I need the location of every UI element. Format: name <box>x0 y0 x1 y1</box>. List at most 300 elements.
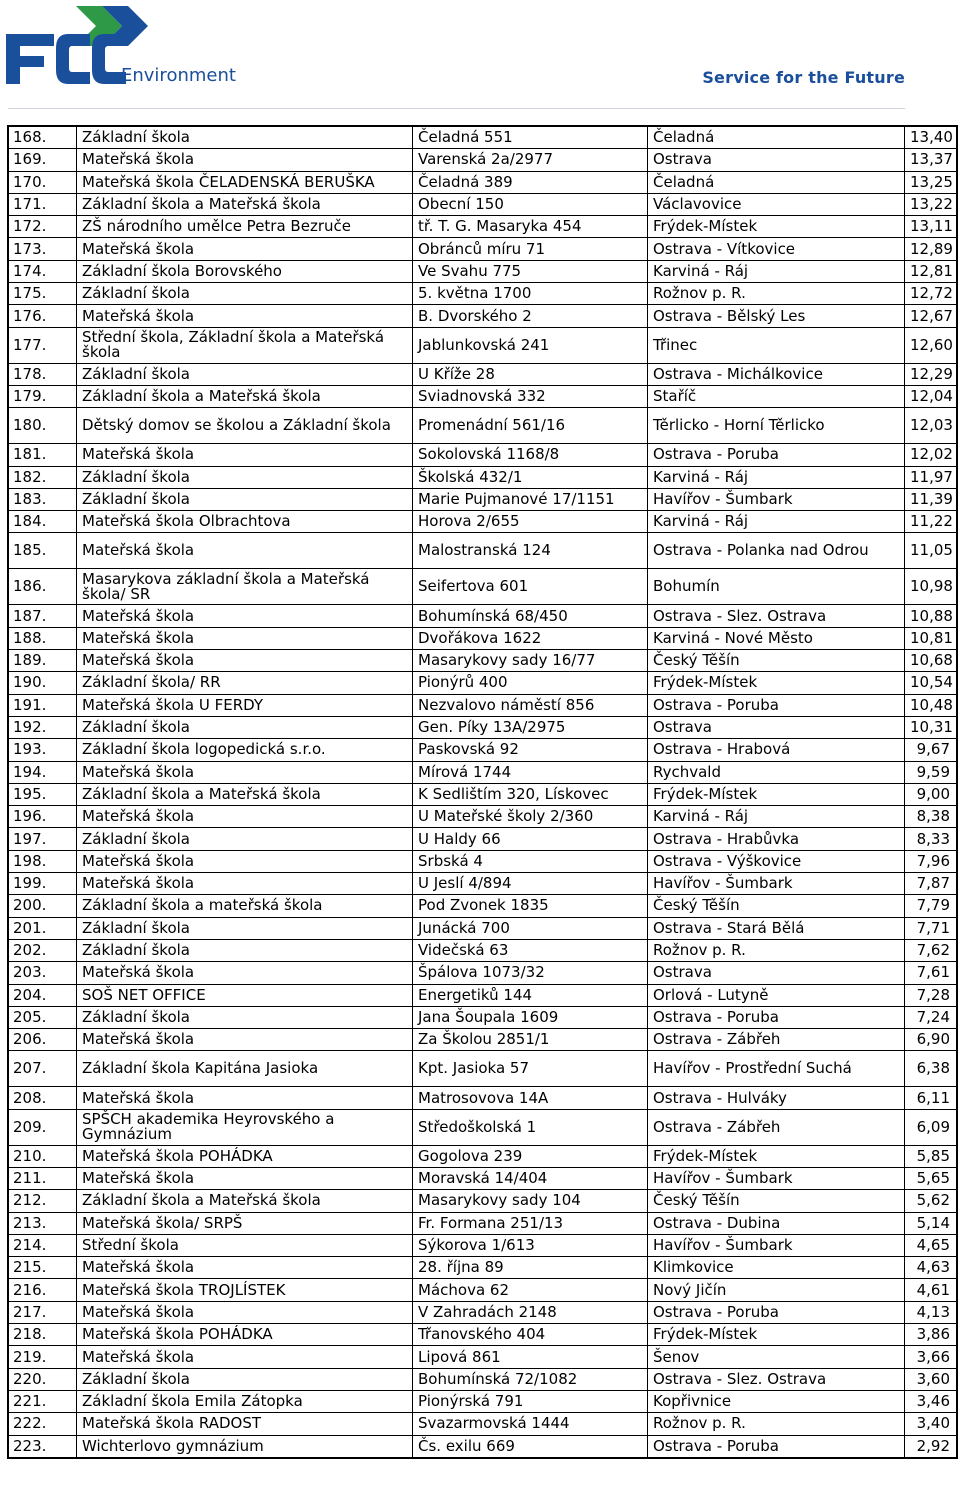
city-cell: Ostrava - Slez. Ostrava <box>648 605 905 627</box>
school-name-cell: Mateřská škola/ SRPŠ <box>77 1212 413 1234</box>
row-number-cell: 208. <box>8 1087 77 1109</box>
city-cell: Ostrava - Poruba <box>648 1006 905 1028</box>
table-row <box>8 171 957 193</box>
row-number-cell: 176. <box>8 305 77 327</box>
table-row <box>8 1212 957 1234</box>
row-number-cell: 186. <box>8 569 77 605</box>
value-cell: 7,62 <box>905 939 958 961</box>
school-name-cell: Mateřská škola <box>77 533 413 569</box>
table-row <box>8 363 957 385</box>
city-cell: Ostrava - Poruba <box>648 1301 905 1323</box>
city-cell: Ostrava - Polanka nad Odrou <box>648 533 905 569</box>
table-row <box>8 569 957 605</box>
address-cell: Masarykovy sady 104 <box>413 1190 648 1212</box>
table-row <box>8 939 957 961</box>
city-cell: Ostrava - Dubina <box>648 1212 905 1234</box>
school-name-cell: Mateřská škola Olbrachtova <box>77 511 413 533</box>
value-cell: 3,46 <box>905 1390 958 1412</box>
row-number-cell: 184. <box>8 511 77 533</box>
city-cell: Havířov - Šumbark <box>648 1234 905 1256</box>
city-cell: Ostrava - Hulváky <box>648 1087 905 1109</box>
school-name-cell: SOŠ NET OFFICE <box>77 984 413 1006</box>
school-name-cell: Základní škola <box>77 283 413 305</box>
table-row <box>8 1435 957 1458</box>
address-cell: Horova 2/655 <box>413 511 648 533</box>
table-row <box>8 511 957 533</box>
address-cell: U Jeslí 4/894 <box>413 873 648 895</box>
row-number-cell: 196. <box>8 806 77 828</box>
city-cell: Ostrava - Zábřeh <box>648 1109 905 1145</box>
row-number-cell: 188. <box>8 627 77 649</box>
value-cell: 7,24 <box>905 1006 958 1028</box>
address-cell: Marie Pujmanové 17/1151 <box>413 488 648 510</box>
school-name-cell: Základní škola <box>77 488 413 510</box>
row-number-cell: 178. <box>8 363 77 385</box>
school-name-cell: Mateřská škola TROJLÍSTEK <box>77 1279 413 1301</box>
value-cell: 13,40 <box>905 126 958 149</box>
address-cell: Gogolova 239 <box>413 1145 648 1167</box>
value-cell: 9,59 <box>905 761 958 783</box>
table-row <box>8 327 957 363</box>
value-cell: 12,04 <box>905 385 958 407</box>
value-cell: 10,54 <box>905 672 958 694</box>
school-name-cell: Základní škola Kapitána Jasioka <box>77 1051 413 1087</box>
city-cell: Rožnov p. R. <box>648 283 905 305</box>
school-name-cell: Mateřská škola ČELADENSKÁ BERUŠKA <box>77 171 413 193</box>
value-cell: 3,40 <box>905 1413 958 1435</box>
address-cell: Třanovského 404 <box>413 1324 648 1346</box>
address-cell: Bohumínská 68/450 <box>413 605 648 627</box>
city-cell: Ostrava - Michálkovice <box>648 363 905 385</box>
value-cell: 13,11 <box>905 216 958 238</box>
city-cell: Ostrava - Zábřeh <box>648 1029 905 1051</box>
city-cell: Ostrava - Vítkovice <box>648 238 905 260</box>
table-row <box>8 1109 957 1145</box>
address-cell: Energetiků 144 <box>413 984 648 1006</box>
table-row <box>8 283 957 305</box>
school-name-cell: Mateřská škola <box>77 650 413 672</box>
table-row <box>8 828 957 850</box>
address-cell: Čeladná 551 <box>413 126 648 149</box>
address-cell: Sokolovská 1168/8 <box>413 444 648 466</box>
school-name-cell: ZŠ národního umělce Petra Bezruče <box>77 216 413 238</box>
table-row <box>8 1368 957 1390</box>
value-cell: 12,81 <box>905 260 958 282</box>
value-cell: 10,48 <box>905 694 958 716</box>
address-cell: tř. T. G. Masaryka 454 <box>413 216 648 238</box>
city-cell: Český Těšín <box>648 895 905 917</box>
address-cell: V Zahradách 2148 <box>413 1301 648 1323</box>
school-name-cell: Mateřská škola <box>77 962 413 984</box>
row-number-cell: 219. <box>8 1346 77 1368</box>
table-row <box>8 408 957 444</box>
school-name-cell: Základní škola <box>77 716 413 738</box>
row-number-cell: 197. <box>8 828 77 850</box>
table-row <box>8 1167 957 1189</box>
value-cell: 11,22 <box>905 511 958 533</box>
city-cell: Český Těšín <box>648 650 905 672</box>
address-cell: Junácká 700 <box>413 917 648 939</box>
value-cell: 4,13 <box>905 1301 958 1323</box>
city-cell: Těrlicko - Horní Těrlicko <box>648 408 905 444</box>
row-number-cell: 212. <box>8 1190 77 1212</box>
city-cell: Ostrava - Poruba <box>648 444 905 466</box>
address-cell: U Kříže 28 <box>413 363 648 385</box>
address-cell: Fr. Formana 251/13 <box>413 1212 648 1234</box>
value-cell: 8,38 <box>905 806 958 828</box>
row-number-cell: 222. <box>8 1413 77 1435</box>
table-row <box>8 385 957 407</box>
table-row <box>8 962 957 984</box>
address-cell: Jablunkovská 241 <box>413 327 648 363</box>
city-cell: Bohumín <box>648 569 905 605</box>
address-cell: Sýkorova 1/613 <box>413 1234 648 1256</box>
table-row <box>8 1051 957 1087</box>
address-cell: Školská 432/1 <box>413 466 648 488</box>
address-cell: 5. května 1700 <box>413 283 648 305</box>
city-cell: Rožnov p. R. <box>648 1413 905 1435</box>
row-number-cell: 180. <box>8 408 77 444</box>
address-cell: Špálova 1073/32 <box>413 962 648 984</box>
school-name-cell: Základní škola <box>77 939 413 961</box>
city-cell: Kopřivnice <box>648 1390 905 1412</box>
row-number-cell: 182. <box>8 466 77 488</box>
row-number-cell: 181. <box>8 444 77 466</box>
address-cell: Lipová 861 <box>413 1346 648 1368</box>
address-cell: Středoškolská 1 <box>413 1109 648 1145</box>
table-row <box>8 1301 957 1323</box>
value-cell: 5,65 <box>905 1167 958 1189</box>
row-number-cell: 220. <box>8 1368 77 1390</box>
address-cell: Varenská 2a/2977 <box>413 149 648 171</box>
city-cell: Ostrava - Poruba <box>648 1435 905 1458</box>
table-row <box>8 650 957 672</box>
value-cell: 5,62 <box>905 1190 958 1212</box>
address-cell: B. Dvorského 2 <box>413 305 648 327</box>
school-name-cell: SPŠCH akademika Heyrovského a Gymnázium <box>77 1109 413 1145</box>
school-name-cell: Základní škola a Mateřská škola <box>77 783 413 805</box>
city-cell: Čeladná <box>648 171 905 193</box>
address-cell: Čs. exilu 669 <box>413 1435 648 1458</box>
value-cell: 7,96 <box>905 850 958 872</box>
school-name-cell: Mateřská škola <box>77 1087 413 1109</box>
school-name-cell: Základní škola logopedická s.r.o. <box>77 739 413 761</box>
address-cell: Videčská 63 <box>413 939 648 961</box>
city-cell: Ostrava - Výškovice <box>648 850 905 872</box>
header-divider <box>8 108 905 109</box>
value-cell: 11,05 <box>905 533 958 569</box>
table-row <box>8 605 957 627</box>
school-name-cell: Základní škola <box>77 466 413 488</box>
table-row <box>8 850 957 872</box>
school-name-cell: Základní škola/ RR <box>77 672 413 694</box>
table-row <box>8 1324 957 1346</box>
row-number-cell: 213. <box>8 1212 77 1234</box>
school-name-cell: Základní škola a Mateřská škola <box>77 193 413 215</box>
address-cell: Ve Svahu 775 <box>413 260 648 282</box>
address-cell: Dvořákova 1622 <box>413 627 648 649</box>
table-row <box>8 694 957 716</box>
school-name-cell: Mateřská škola <box>77 1301 413 1323</box>
city-cell: Havířov - Šumbark <box>648 488 905 510</box>
table-row <box>8 761 957 783</box>
school-name-cell: Mateřská škola <box>77 1346 413 1368</box>
row-number-cell: 221. <box>8 1390 77 1412</box>
table-row <box>8 466 957 488</box>
city-cell: Havířov - Prostřední Suchá <box>648 1051 905 1087</box>
row-number-cell: 171. <box>8 193 77 215</box>
row-number-cell: 187. <box>8 605 77 627</box>
address-cell: Malostranská 124 <box>413 533 648 569</box>
table-row <box>8 716 957 738</box>
value-cell: 12,60 <box>905 327 958 363</box>
row-number-cell: 169. <box>8 149 77 171</box>
page-header <box>0 0 960 122</box>
row-number-cell: 189. <box>8 650 77 672</box>
value-cell: 7,87 <box>905 873 958 895</box>
city-cell: Čeladná <box>648 126 905 149</box>
value-cell: 12,29 <box>905 363 958 385</box>
value-cell: 11,39 <box>905 488 958 510</box>
value-cell: 10,81 <box>905 627 958 649</box>
row-number-cell: 215. <box>8 1257 77 1279</box>
school-name-cell: Základní škola <box>77 917 413 939</box>
value-cell: 10,98 <box>905 569 958 605</box>
school-name-cell: Mateřská škola <box>77 1029 413 1051</box>
row-number-cell: 217. <box>8 1301 77 1323</box>
school-name-cell: Mateřská škola <box>77 238 413 260</box>
address-cell: Srbská 4 <box>413 850 648 872</box>
city-cell: Frýdek-Místek <box>648 672 905 694</box>
city-cell: Orlová - Lutyně <box>648 984 905 1006</box>
city-cell: Karviná - Ráj <box>648 806 905 828</box>
value-cell: 3,66 <box>905 1346 958 1368</box>
value-cell: 10,31 <box>905 716 958 738</box>
school-name-cell: Mateřská škola POHÁDKA <box>77 1324 413 1346</box>
city-cell: Frýdek-Místek <box>648 783 905 805</box>
city-cell: Frýdek-Místek <box>648 1145 905 1167</box>
school-name-cell: Základní škola <box>77 363 413 385</box>
value-cell: 6,38 <box>905 1051 958 1087</box>
value-cell: 4,61 <box>905 1279 958 1301</box>
table-row <box>8 895 957 917</box>
table-row <box>8 260 957 282</box>
city-cell: Rožnov p. R. <box>648 939 905 961</box>
address-cell: 28. října 89 <box>413 1257 648 1279</box>
row-number-cell: 190. <box>8 672 77 694</box>
address-cell: Matrosovova 14A <box>413 1087 648 1109</box>
value-cell: 13,25 <box>905 171 958 193</box>
table-row <box>8 1413 957 1435</box>
address-cell: Moravská 14/404 <box>413 1167 648 1189</box>
table-row <box>8 1190 957 1212</box>
row-number-cell: 175. <box>8 283 77 305</box>
city-cell: Ostrava <box>648 149 905 171</box>
value-cell: 8,33 <box>905 828 958 850</box>
address-cell: U Mateřské školy 2/360 <box>413 806 648 828</box>
table-row <box>8 806 957 828</box>
value-cell: 2,92 <box>905 1435 958 1458</box>
school-name-cell: Mateřská škola <box>77 850 413 872</box>
school-name-cell: Mateřská škola <box>77 806 413 828</box>
city-cell: Ostrava - Stará Bělá <box>648 917 905 939</box>
row-number-cell: 192. <box>8 716 77 738</box>
city-cell: Klimkovice <box>648 1257 905 1279</box>
value-cell: 3,86 <box>905 1324 958 1346</box>
address-cell: Máchova 62 <box>413 1279 648 1301</box>
row-number-cell: 198. <box>8 850 77 872</box>
value-cell: 13,37 <box>905 149 958 171</box>
address-cell: Svazarmovská 1444 <box>413 1413 648 1435</box>
value-cell: 12,02 <box>905 444 958 466</box>
school-name-cell: Mateřská škola <box>77 1257 413 1279</box>
school-name-cell: Mateřská škola <box>77 761 413 783</box>
address-cell: Paskovská 92 <box>413 739 648 761</box>
table-row <box>8 488 957 510</box>
table-row <box>8 984 957 1006</box>
school-name-cell: Mateřská škola <box>77 149 413 171</box>
address-cell: Mírová 1744 <box>413 761 648 783</box>
table-row <box>8 1390 957 1412</box>
value-cell: 5,85 <box>905 1145 958 1167</box>
value-cell: 12,72 <box>905 283 958 305</box>
value-cell: 11,97 <box>905 466 958 488</box>
row-number-cell: 205. <box>8 1006 77 1028</box>
row-number-cell: 201. <box>8 917 77 939</box>
school-name-cell: Základní škola Emila Zátopka <box>77 1390 413 1412</box>
row-number-cell: 204. <box>8 984 77 1006</box>
row-number-cell: 185. <box>8 533 77 569</box>
school-name-cell: Základní škola Borovského <box>77 260 413 282</box>
table-row <box>8 783 957 805</box>
tagline: Service for the Future <box>702 68 905 87</box>
city-cell: Ostrava - Bělský Les <box>648 305 905 327</box>
city-cell: Frýdek-Místek <box>648 1324 905 1346</box>
school-name-cell: Wichterlovo gymnázium <box>77 1435 413 1458</box>
school-name-cell: Mateřská škola POHÁDKA <box>77 1145 413 1167</box>
school-name-cell: Základní škola <box>77 828 413 850</box>
school-name-cell: Mateřská škola RADOST <box>77 1413 413 1435</box>
row-number-cell: 195. <box>8 783 77 805</box>
row-number-cell: 174. <box>8 260 77 282</box>
address-cell: Obránců míru 71 <box>413 238 648 260</box>
logo-subtitle: Environment <box>121 65 236 86</box>
table-row <box>8 126 957 149</box>
city-cell: Ostrava <box>648 716 905 738</box>
row-number-cell: 223. <box>8 1435 77 1458</box>
city-cell: Karviná - Nové Město <box>648 627 905 649</box>
table-row <box>8 739 957 761</box>
city-cell: Ostrava - Poruba <box>648 694 905 716</box>
table-row <box>8 149 957 171</box>
table-row <box>8 917 957 939</box>
row-number-cell: 172. <box>8 216 77 238</box>
table-row <box>8 1145 957 1167</box>
table-row <box>8 1346 957 1368</box>
address-cell: Pod Zvonek 1835 <box>413 895 648 917</box>
row-number-cell: 202. <box>8 939 77 961</box>
address-cell: Za Školou 2851/1 <box>413 1029 648 1051</box>
address-cell: Jana Šoupala 1609 <box>413 1006 648 1028</box>
value-cell: 12,03 <box>905 408 958 444</box>
city-cell: Havířov - Šumbark <box>648 873 905 895</box>
city-cell: Ostrava <box>648 962 905 984</box>
address-cell: Promenádní 561/16 <box>413 408 648 444</box>
row-number-cell: 194. <box>8 761 77 783</box>
row-number-cell: 216. <box>8 1279 77 1301</box>
address-cell: Masarykovy sady 16/77 <box>413 650 648 672</box>
row-number-cell: 200. <box>8 895 77 917</box>
row-number-cell: 168. <box>8 126 77 149</box>
value-cell: 10,88 <box>905 605 958 627</box>
school-name-cell: Masarykova základní škola a Mateřská škola/ SR <box>77 569 413 605</box>
value-cell: 6,90 <box>905 1029 958 1051</box>
school-name-cell: Mateřská škola U FERDY <box>77 694 413 716</box>
city-cell: Ostrava - Hrabůvka <box>648 828 905 850</box>
row-number-cell: 193. <box>8 739 77 761</box>
row-number-cell: 170. <box>8 171 77 193</box>
school-name-cell: Mateřská škola <box>77 873 413 895</box>
city-cell: Ostrava - Hrabová <box>648 739 905 761</box>
school-name-cell: Mateřská škola <box>77 1167 413 1189</box>
row-number-cell: 191. <box>8 694 77 716</box>
row-number-cell: 173. <box>8 238 77 260</box>
city-cell: Ostrava - Slez. Ostrava <box>648 1368 905 1390</box>
table-row <box>8 193 957 215</box>
row-number-cell: 199. <box>8 873 77 895</box>
address-cell: Pionýrská 791 <box>413 1390 648 1412</box>
table-row <box>8 873 957 895</box>
school-name-cell: Mateřská škola <box>77 605 413 627</box>
address-cell: U Haldy 66 <box>413 828 648 850</box>
table-row <box>8 533 957 569</box>
city-cell: Karviná - Ráj <box>648 260 905 282</box>
row-number-cell: 209. <box>8 1109 77 1145</box>
city-cell: Staříč <box>648 385 905 407</box>
table-row <box>8 1234 957 1256</box>
row-number-cell: 183. <box>8 488 77 510</box>
value-cell: 3,60 <box>905 1368 958 1390</box>
city-cell: Karviná - Ráj <box>648 511 905 533</box>
city-cell: Havířov - Šumbark <box>648 1167 905 1189</box>
value-cell: 9,67 <box>905 739 958 761</box>
value-cell: 7,71 <box>905 917 958 939</box>
row-number-cell: 206. <box>8 1029 77 1051</box>
value-cell: 7,28 <box>905 984 958 1006</box>
row-number-cell: 207. <box>8 1051 77 1087</box>
school-name-cell: Střední škola, Základní škola a Mateřská škola <box>77 327 413 363</box>
table-row <box>8 1006 957 1028</box>
school-name-cell: Mateřská škola <box>77 305 413 327</box>
school-name-cell: Základní škola a Mateřská škola <box>77 1190 413 1212</box>
school-name-cell: Základní škola a mateřská škola <box>77 895 413 917</box>
city-cell: Český Těšín <box>648 1190 905 1212</box>
table-row <box>8 1279 957 1301</box>
table-row <box>8 238 957 260</box>
row-number-cell: 203. <box>8 962 77 984</box>
city-cell: Nový Jičín <box>648 1279 905 1301</box>
value-cell: 4,63 <box>905 1257 958 1279</box>
address-cell: K Sedlištím 320, Lískovec <box>413 783 648 805</box>
address-cell: Bohumínská 72/1082 <box>413 1368 648 1390</box>
school-name-cell: Základní škola <box>77 1368 413 1390</box>
value-cell: 5,14 <box>905 1212 958 1234</box>
table-row <box>8 672 957 694</box>
row-number-cell: 210. <box>8 1145 77 1167</box>
table-row <box>8 444 957 466</box>
value-cell: 10,68 <box>905 650 958 672</box>
city-cell: Rychvald <box>648 761 905 783</box>
